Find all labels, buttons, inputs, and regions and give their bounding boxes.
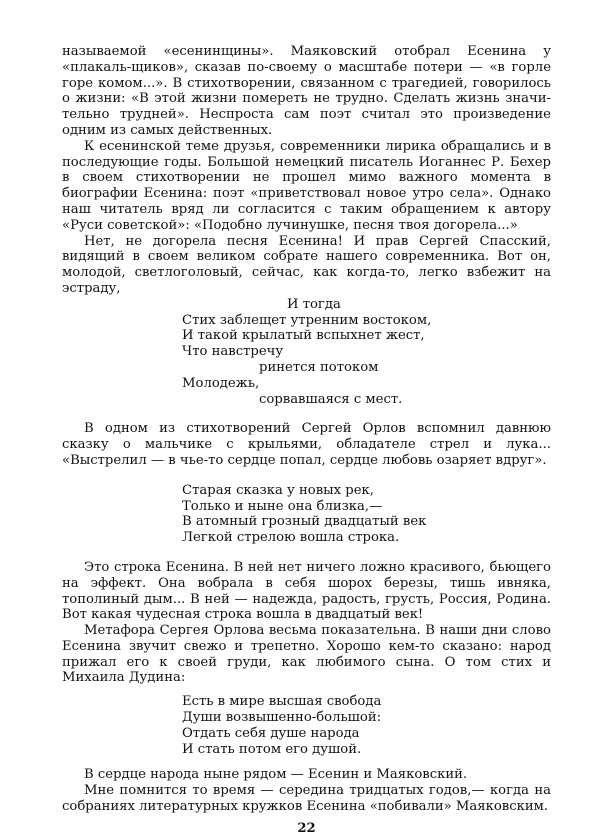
poem-line: Стих заблещет утренним востоком, [182,312,432,328]
poem-line: сорвавшаяся с мест. [259,391,403,407]
poem-line: Легкой стрелою вошла строка. [182,530,400,546]
poem-line: В атомный грозный двадцатый век [182,514,427,530]
paragraph-6: Метафора Сергея Орлова весьма показательна. В наши дни слово Есенина звучит свежо и трепетно. Хорошо кем-то сказано: народ прижал его к своей груди, как любимого сына. О том стих и Михаила Дудина: [62,623,551,686]
poem-line: И тогда [287,296,341,312]
page-number: 22 [297,820,316,836]
poem-line: ринется потоком [259,359,379,375]
poem-dudin [62,694,551,757]
paragraph-1: называемой «есенинщины». Маяковский отобрал Есенина у «плакаль-щиков», сказав по-своему о масштабе потери — «в горле горе комом...». В стихотворении, связанном с трагедией, говорилось о жизни: «В этой жизни помереть не трудно. Сделать жизнь значи-тельно трудней». Неспроста сам поэт считал это произведение одним из самых действенных. [62,44,551,138]
paragraph-2: К есенинской теме друзья, современники лирика обращались и в последующие годы. Большой немецкий писатель Иоганнес Р. Бехер в своем стихотворении не прошел мимо важного момента в биографии Есенина: поэт «приветствовал новое утро села». Однако наш читатель вряд ли согласится с таким обращением к автору «Руси советской»: «Подобно лучинушке, песня твоя догорела...» [62,138,551,233]
paragraph-5: Это строка Есенина. В ней нет ничего ложно красивого, бьющего на эффект. Она вобрала в себя шорох березы, тишь ивняка, тополиный дым... В ней — надежда, радость, грусть, Россия, Родина. Вот какая чудесная строка вошла в двадцатый век! [62,559,551,623]
poem-line: Души возвышенно-большой: [182,710,382,726]
poem-line: Отдать себя душе народа [182,725,360,741]
paragraph-4: В одном из стихотворений Сергей Орлов вспомнил давнюю сказку о мальчике с крыльями, обладателе стрел и лука... «Выстрелил — в чье-то сердце попал, сердце любовь озаряет вдруг». [62,421,551,468]
poem-line: Только и ныне она близка,— [182,498,383,514]
poem-spassky [62,297,551,408]
poem-line: Что навстречу [182,344,284,360]
poem-line: Молодежь, [182,375,260,391]
poem-line: Есть в мире высшая свобода [182,694,382,710]
paragraph-3: Нет, не догорела песня Есенина! И прав Сергей Спасский, видящий в своем великом собрате нашего современника. Вот он, молодой, светлоголовый, сейчас, как когда-то, легко взбежит на эстраду, [62,233,551,296]
paragraph-8: Мне помнится то время — середина тридцатых годов,— когда на собраниях литературных кружков Есенина «побивали» Маяковским. [62,783,551,815]
poem-line: И такой крылатый вспыхнет жест, [182,328,425,344]
poem-orlov [62,483,551,546]
book-page [62,44,551,837]
paragraph-7: В сердце народа ныне рядом — Есенин и Маяковский. [84,767,468,783]
poem-line: И стать потом его душой. [182,741,362,757]
poem-line: Старая сказка у новых рек, [182,482,374,498]
